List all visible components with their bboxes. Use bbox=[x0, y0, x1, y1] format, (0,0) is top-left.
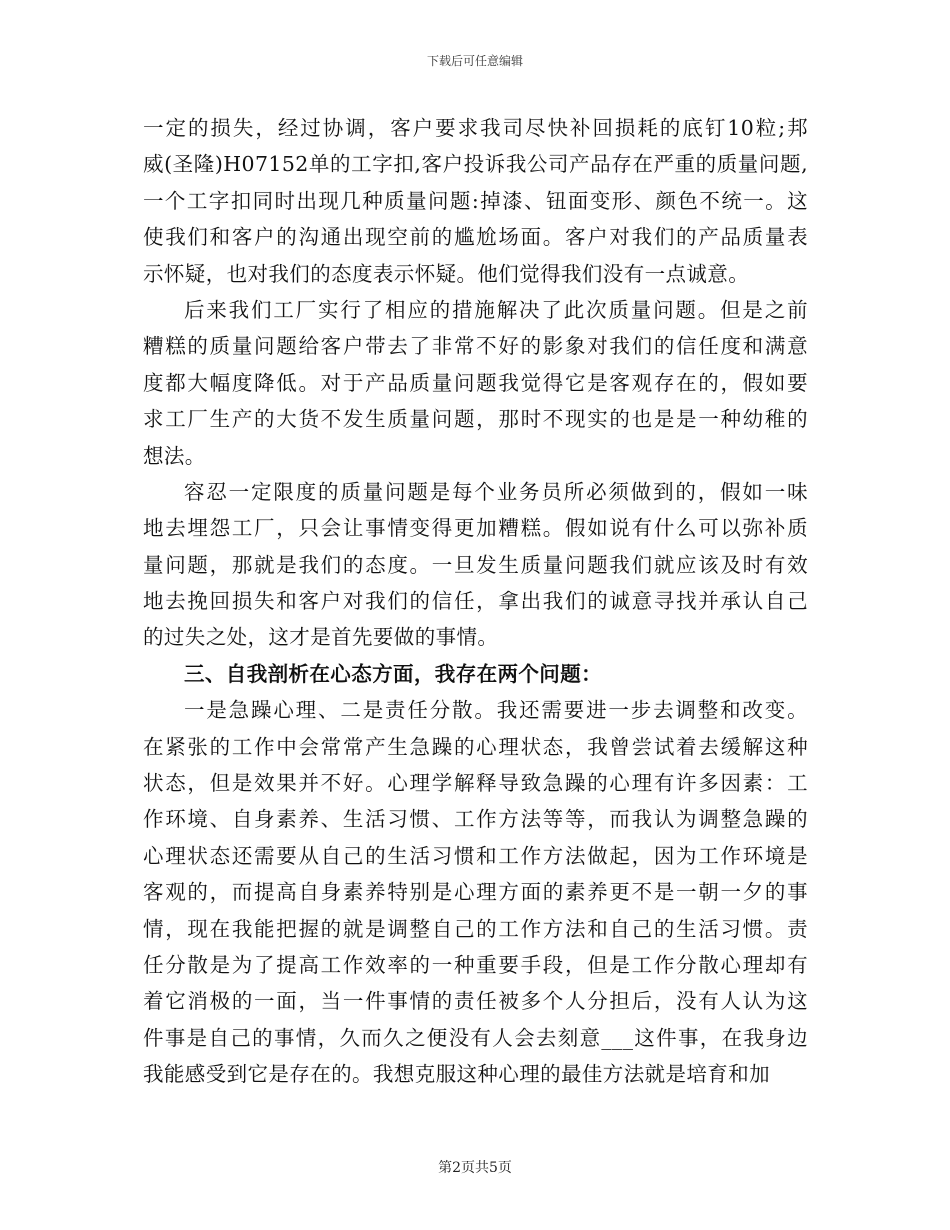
document-body bbox=[143, 110, 808, 1093]
paragraph bbox=[143, 474, 808, 656]
text-line: 糟糕的质量问题给客户带去了非常不好的影象对我们的信任度和满意 bbox=[143, 334, 808, 359]
text-line: 任分散是为了提高工作效率的一种重要手段，但是工作分散心理却有 bbox=[143, 952, 808, 977]
text-line: 使我们和客户的沟通出现空前的尴尬场面。客户对我们的产品质量表 bbox=[143, 225, 808, 250]
text-line: 我能感受到它是存在的。我想克服这种心理的最佳方法就是培育和加 bbox=[143, 1062, 770, 1087]
paragraph bbox=[143, 692, 808, 1092]
text-line: 示怀疑，也对我们的态度表示怀疑。他们觉得我们没有一点诚意。 bbox=[143, 261, 750, 286]
text-line: 地去挽回损失和客户对我们的信任，拿出我们的诚意寻找并承认自己 bbox=[143, 589, 808, 614]
text-line: 一是急躁心理、二是责任分散。我还需要进一步去调整和改变。 bbox=[184, 698, 808, 723]
text-line: 地去埋怨工厂，只会让事情变得更加糟糕。假如说有什么可以弥补质 bbox=[143, 516, 808, 541]
text-line: 件事是自己的事情，久而久之便没有人会去刻意___这件事，在我身边 bbox=[143, 1025, 808, 1050]
text-line: 威(圣隆)H07152单的工字扣,客户投诉我公司产品存在严重的质量问题, bbox=[143, 152, 808, 177]
text-line: 后来我们工厂实行了相应的措施解决了此次质量问题。但是之前 bbox=[184, 297, 808, 322]
text-line: 情，现在我能把握的就是调整自己的工作方法和自己的生活习惯。责 bbox=[143, 916, 808, 941]
text-line: 心理状态还需要从自己的生活习惯和工作方法做起，因为工作环境是 bbox=[143, 843, 808, 868]
text-line: 着它消极的一面，当一件事情的责任被多个人分担后，没有人认为这 bbox=[143, 989, 808, 1014]
page-footer: 第2页共5页 bbox=[438, 1160, 512, 1176]
paragraph bbox=[143, 292, 808, 474]
text-line: 一定的损失，经过协调，客户要求我司尽快补回损耗的底钉10粒;邦 bbox=[143, 116, 808, 140]
text-line: 作环境、自身素养、生活习惯、工作方法等等，而我认为调整急躁的 bbox=[143, 807, 808, 832]
text-line: 度都大幅度降低。对于产品质量问题我觉得它是客观存在的，假如要 bbox=[143, 370, 808, 395]
text-line: 在紧张的工作中会常常产生急躁的心理状态，我曾尝试着去缓解这种 bbox=[143, 734, 808, 759]
text-line: 客观的，而提高自身素养特别是心理方面的素养更不是一朝一夕的事 bbox=[143, 880, 808, 905]
text-line: 求工厂生产的大货不发生质量问题，那时不现实的也是是一种幼稚的 bbox=[143, 407, 808, 432]
page-header: 下载后可任意编辑 bbox=[426, 54, 523, 68]
paragraph bbox=[143, 110, 808, 292]
section-heading bbox=[143, 656, 808, 692]
text-line: 容忍一定限度的质量问题是每个业务员所必须做到的，假如一味 bbox=[184, 479, 808, 504]
text-line: 三、自我剖析在心态方面，我存在两个问题： bbox=[184, 661, 602, 686]
text-line: 状态，但是效果并不好。心理学解释导致急躁的心理有许多因素：工 bbox=[143, 771, 808, 796]
text-line: 一个工字扣同时出现几种质量问题:掉漆、钮面变形、颜色不统一。这 bbox=[143, 188, 808, 213]
text-line: 的过失之处，这才是首先要做的事情。 bbox=[143, 625, 499, 650]
text-line: 想法。 bbox=[143, 443, 206, 468]
text-line: 量问题，那就是我们的态度。一旦发生质量问题我们就应该及时有效 bbox=[143, 552, 808, 577]
